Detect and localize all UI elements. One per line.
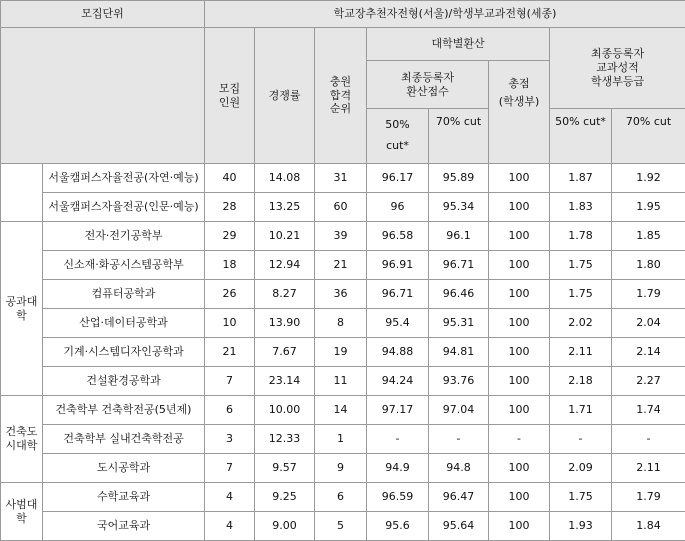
grade70-cell: 2.27	[612, 367, 685, 396]
table-row	[1, 367, 685, 396]
table-row	[1, 280, 685, 309]
table-row	[1, 483, 685, 512]
quota-cell: 7	[205, 454, 255, 483]
total-cell: 100	[489, 396, 550, 425]
waitlist-cell: 36	[315, 280, 367, 309]
dept-name: 수학교육과	[43, 483, 205, 512]
conv50-cell: 94.88	[367, 338, 429, 367]
header-waitlist-line2: 합격	[329, 88, 352, 102]
waitlist-cell: 9	[315, 454, 367, 483]
dept-name: 건축학부 실내건축학전공	[43, 425, 205, 454]
waitlist-cell: 5	[315, 512, 367, 541]
table-row	[1, 164, 685, 193]
grade50-cell: 1.71	[550, 396, 612, 425]
header-univ-score: 대학별환산	[367, 28, 550, 61]
table-row	[1, 309, 685, 338]
conv50-cell: 94.9	[367, 454, 429, 483]
grade50-cell: 1.93	[550, 512, 612, 541]
grade50-cell: 1.87	[550, 164, 612, 193]
waitlist-cell: 19	[315, 338, 367, 367]
conv50-cell: 95.6	[367, 512, 429, 541]
grade70-cell: 1.95	[612, 193, 685, 222]
grade70-cell: 2.11	[612, 454, 685, 483]
conv50-cell: 96.91	[367, 251, 429, 280]
dept-name: 산업·데이터공학과	[43, 309, 205, 338]
grade50-cell: 2.02	[550, 309, 612, 338]
dept-name: 도시공학과	[43, 454, 205, 483]
college-architecture-line2: 시대학	[5, 439, 38, 452]
header-grade-cut50: 50% cut*	[550, 109, 612, 164]
competition-cell: 10.21	[255, 222, 315, 251]
table-row	[1, 222, 685, 251]
quota-cell: 6	[205, 396, 255, 425]
header-unit-blank	[1, 28, 205, 164]
dept-name: 국어교육과	[43, 512, 205, 541]
competition-cell: 9.25	[255, 483, 315, 512]
dept-name: 신소재·화공시스템공학부	[43, 251, 205, 280]
quota-cell: 10	[205, 309, 255, 338]
grade70-cell: 1.74	[612, 396, 685, 425]
grade70-cell: 1.84	[612, 512, 685, 541]
college-architecture-line1: 건축도	[5, 425, 38, 439]
header-final-converted-line1: 최종등록자	[400, 70, 455, 84]
conv50-cell: 95.4	[367, 309, 429, 338]
header-waitlist-line1: 충원	[329, 74, 352, 88]
college-education	[1, 483, 43, 541]
dept-name: 건축학부 건축학전공(5년제)	[43, 396, 205, 425]
quota-cell: 4	[205, 512, 255, 541]
total-cell: 100	[489, 454, 550, 483]
conv70-cell: 94.8	[429, 454, 489, 483]
table-row	[1, 454, 685, 483]
conv70-cell: 95.89	[429, 164, 489, 193]
total-cell: 100	[489, 309, 550, 338]
waitlist-cell: 39	[315, 222, 367, 251]
header-quota	[205, 28, 255, 164]
competition-cell: 7.67	[255, 338, 315, 367]
total-cell: 100	[489, 222, 550, 251]
grade50-cell: 1.83	[550, 193, 612, 222]
conv50-cell: 97.17	[367, 396, 429, 425]
grade70-cell: 1.92	[612, 164, 685, 193]
header-grade-line2: 교과성적	[596, 61, 639, 75]
conv70-cell: 95.64	[429, 512, 489, 541]
header-final-converted	[367, 61, 489, 109]
college-engineering-line1: 공과대	[5, 294, 38, 308]
conv70-cell: 94.81	[429, 338, 489, 367]
waitlist-cell: 21	[315, 251, 367, 280]
grade70-cell: 1.79	[612, 280, 685, 309]
conv50-cell: 96.58	[367, 222, 429, 251]
header-track: 학교장추천자전형(서울)/학생부교과전형(세종)	[205, 1, 685, 28]
grade50-cell: 1.75	[550, 483, 612, 512]
quota-cell: 21	[205, 338, 255, 367]
conv50-cell: -	[367, 425, 429, 454]
quota-cell: 28	[205, 193, 255, 222]
grade70-cell: 2.04	[612, 309, 685, 338]
waitlist-cell: 14	[315, 396, 367, 425]
conv50-cell: 94.24	[367, 367, 429, 396]
conv50-cell: 96.59	[367, 483, 429, 512]
competition-cell: 8.27	[255, 280, 315, 309]
competition-cell: 14.08	[255, 164, 315, 193]
college-cell-blank	[1, 164, 43, 222]
quota-cell: 7	[205, 367, 255, 396]
header-cut50-line2: cut*	[386, 138, 409, 152]
dept-name: 서울캠퍼스자율전공(인문·예능)	[43, 193, 205, 222]
competition-cell: 12.33	[255, 425, 315, 454]
total-cell: 100	[489, 338, 550, 367]
competition-cell: 13.25	[255, 193, 315, 222]
quota-cell: 29	[205, 222, 255, 251]
college-engineering	[1, 222, 43, 396]
table-header	[1, 1, 685, 164]
competition-cell: 9.57	[255, 454, 315, 483]
grade50-cell: -	[550, 425, 612, 454]
header-competition: 경쟁률	[255, 28, 315, 164]
conv50-cell: 96.17	[367, 164, 429, 193]
competition-cell: 23.14	[255, 367, 315, 396]
total-cell: 100	[489, 367, 550, 396]
dept-name: 컴퓨터공학과	[43, 280, 205, 309]
header-unit: 모집단위	[1, 1, 205, 28]
waitlist-cell: 8	[315, 309, 367, 338]
table-body	[1, 164, 685, 541]
grade50-cell: 2.18	[550, 367, 612, 396]
college-education-line1: 사범대	[5, 497, 38, 511]
grade50-cell: 2.11	[550, 338, 612, 367]
conv70-cell: 96.71	[429, 251, 489, 280]
conv70-cell: 95.34	[429, 193, 489, 222]
total-cell: 100	[489, 280, 550, 309]
header-quota-line2: 인원	[218, 95, 241, 109]
total-cell: -	[489, 425, 550, 454]
waitlist-cell: 11	[315, 367, 367, 396]
header-grade-line3: 학생부등급	[590, 74, 645, 88]
table-row	[1, 396, 685, 425]
waitlist-cell: 1	[315, 425, 367, 454]
grade70-cell: 1.79	[612, 483, 685, 512]
college-architecture	[1, 396, 43, 483]
grade70-cell: 2.14	[612, 338, 685, 367]
table-row	[1, 251, 685, 280]
total-cell: 100	[489, 164, 550, 193]
competition-cell: 9.00	[255, 512, 315, 541]
conv70-cell: -	[429, 425, 489, 454]
dept-name: 기계·시스템디자인공학과	[43, 338, 205, 367]
competition-cell: 12.94	[255, 251, 315, 280]
grade50-cell: 1.75	[550, 280, 612, 309]
dept-name: 전자·전기공학부	[43, 222, 205, 251]
header-total	[489, 61, 550, 164]
quota-cell: 26	[205, 280, 255, 309]
table-row	[1, 338, 685, 367]
waitlist-cell: 60	[315, 193, 367, 222]
quota-cell: 3	[205, 425, 255, 454]
conv70-cell: 96.46	[429, 280, 489, 309]
college-engineering-line2: 학	[16, 308, 27, 322]
grade50-cell: 1.75	[550, 251, 612, 280]
grade50-cell: 1.78	[550, 222, 612, 251]
dept-name: 서울캠퍼스자율전공(자연·예능)	[43, 164, 205, 193]
grade50-cell: 2.09	[550, 454, 612, 483]
header-grade	[550, 28, 685, 109]
college-education-line2: 학	[16, 511, 27, 525]
total-cell: 100	[489, 251, 550, 280]
waitlist-cell: 31	[315, 164, 367, 193]
competition-cell: 10.00	[255, 396, 315, 425]
header-total-line2: (학생부)	[498, 94, 540, 108]
quota-cell: 4	[205, 483, 255, 512]
competition-cell: 13.90	[255, 309, 315, 338]
header-cut70: 70% cut	[429, 109, 489, 164]
conv50-cell: 96	[367, 193, 429, 222]
quota-cell: 18	[205, 251, 255, 280]
header-grade-line1: 최종등록자	[590, 47, 645, 61]
total-cell: 100	[489, 483, 550, 512]
dept-name: 건설환경공학과	[43, 367, 205, 396]
grade70-cell: -	[612, 425, 685, 454]
quota-cell: 40	[205, 164, 255, 193]
total-cell: 100	[489, 193, 550, 222]
conv70-cell: 93.76	[429, 367, 489, 396]
header-cut50-line1: 50%	[385, 118, 410, 131]
table-row	[1, 193, 685, 222]
header-final-converted-line2: 환산점수	[406, 84, 449, 98]
waitlist-cell: 6	[315, 483, 367, 512]
header-quota-line1: 모집	[218, 81, 241, 95]
conv70-cell: 97.04	[429, 396, 489, 425]
table-row	[1, 425, 685, 454]
header-waitlist-line3: 순위	[329, 102, 352, 116]
header-cut50	[367, 109, 429, 164]
grade70-cell: 1.85	[612, 222, 685, 251]
header-total-line1: 총점	[508, 77, 530, 90]
header-waitlist	[315, 28, 367, 164]
conv70-cell: 96.47	[429, 483, 489, 512]
header-grade-cut70: 70% cut	[612, 109, 685, 164]
conv50-cell: 96.71	[367, 280, 429, 309]
grade70-cell: 1.80	[612, 251, 685, 280]
total-cell: 100	[489, 512, 550, 541]
table-row	[1, 512, 685, 541]
conv70-cell: 96.1	[429, 222, 489, 251]
conv70-cell: 95.31	[429, 309, 489, 338]
